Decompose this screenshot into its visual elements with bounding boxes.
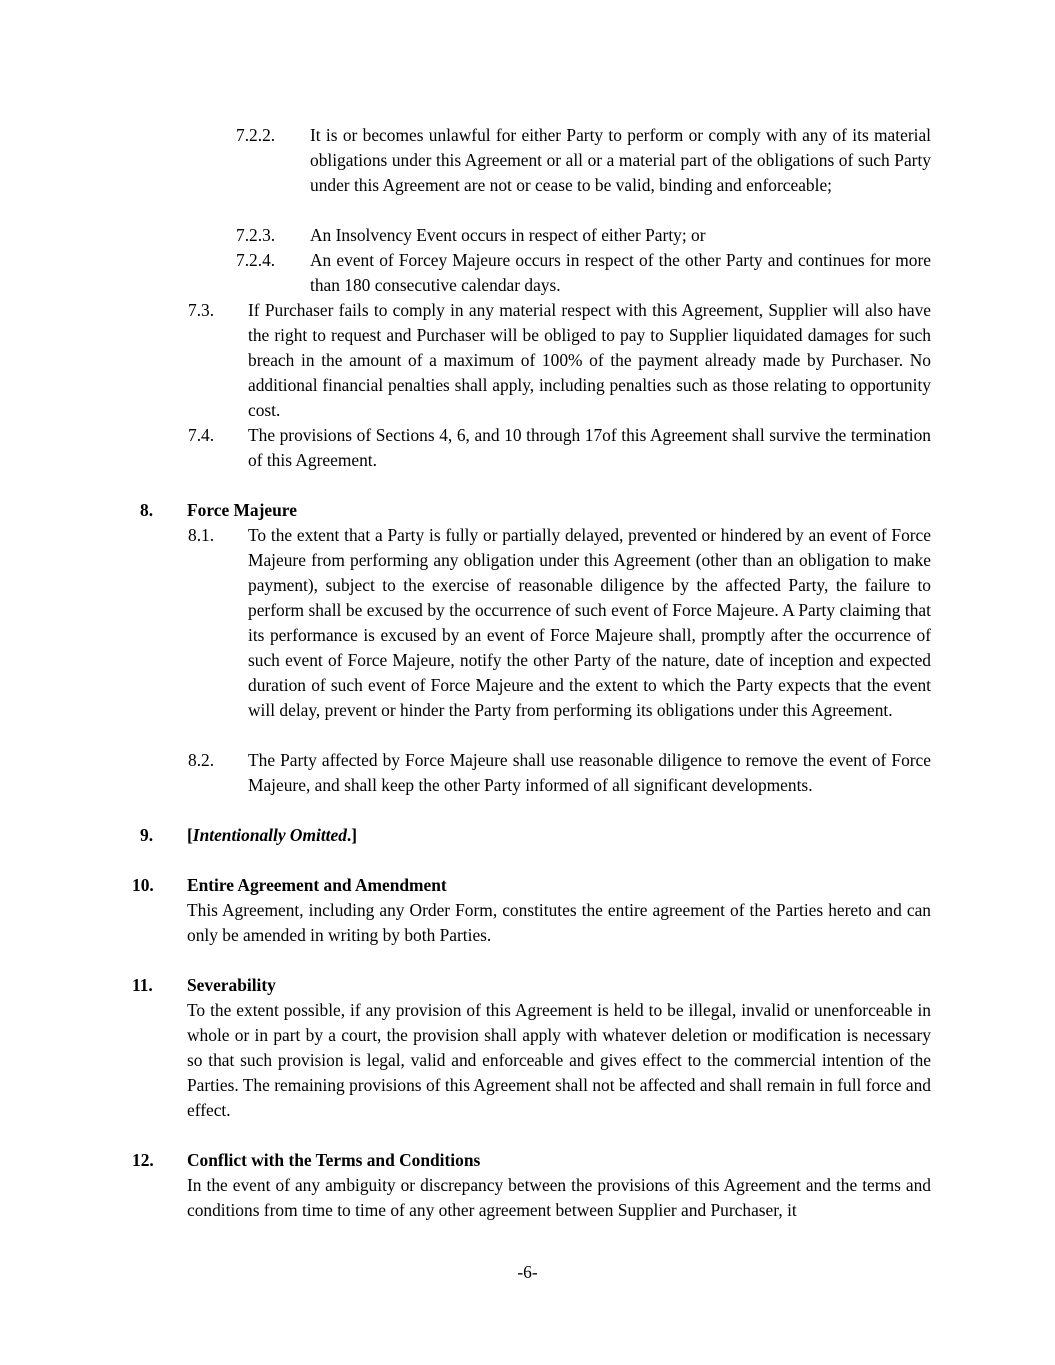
section-number: 12. — [132, 1150, 154, 1170]
section-11-body: To the extent possible, if any provision of this Agreement is held to be illegal, invalid or unenforceable in whole or in part by a court, the provision shall apply with whatever deletion or modification is necessary so that such provision is legal, valid and enforceable and gives effect to the commercial intention of the Parties. The remaining provisions of this Agreement shall not be affected and shall remain in full force and effect. — [187, 1000, 931, 1120]
clause-number: 7.3. — [188, 300, 215, 320]
clause-text: An event of Forcey Majeure occurs in respect of the other Party and continues for more than 180 consecutive calendar days. — [310, 250, 931, 295]
section-10-body: This Agreement, including any Order Form, constitutes the entire agreement of the Parties hereto and can only be amended in writing by both Parties. — [187, 900, 931, 945]
clause-number: 7.4. — [188, 425, 215, 445]
section-number: 9. — [140, 825, 154, 845]
clause-text: The Party affected by Force Majeure shall use reasonable diligence to remove the event of Force Majeure, and shall keep the other Party informed of all significant developments. — [248, 750, 931, 795]
section-title: Entire Agreement and Amendment — [187, 875, 447, 895]
clause-text: It is or becomes unlawful for either Party to perform or comply with any of its material obligations under this Agreement or all or a material part of the obligations of such Party under this Agreement are not or cease to be valid, binding and enforceable; — [310, 125, 931, 195]
section-12-body: In the event of any ambiguity or discrepancy between the provisions of this Agreement and the terms and conditions from time to time of any other agreement between Supplier and Purchaser, it — [187, 1175, 931, 1220]
clause-text: To the extent that a Party is fully or partially delayed, prevented or hindered by an event of Force Majeure from performing any obligation under this Agreement (other than an obligation to make payment), subject to the exercise of reasonable diligence by the affected Party, the failure to perform shall be excused by the occurrence of such event of Force Majeure. A Party claiming that its performance is excused by an event of Force Majeure shall, promptly after the occurrence of such event of Force Majeure, notify the other Party of the nature, date of inception and expected duration of such event of Force Majeure and the extent to which the Party expects that the event will delay, prevent or hinder the Party from performing its obligations under this Agreement. — [248, 525, 931, 720]
clause-number: 8.2. — [188, 750, 215, 770]
page-number: -6- — [517, 1262, 538, 1282]
clause-number: 8.1. — [188, 525, 215, 545]
bracket-close: .] — [346, 825, 358, 845]
clause-number: 7.2.4. — [236, 250, 276, 270]
clause-text: An Insolvency Event occurs in respect of either Party; or — [310, 225, 706, 245]
section-title: Conflict with the Terms and Conditions — [187, 1150, 481, 1170]
clause-text: If Purchaser fails to comply in any material respect with this Agreement, Supplier will also have the right to request and Purchaser will be obliged to pay to Supplier liquidated damages for such breach in the amount of a maximum of 100% of the payment already made by Purchaser. No additional financial penalties shall apply, including penalties such as those relating to opportunity cost. — [248, 300, 931, 420]
section-title: Severability — [187, 975, 276, 995]
section-number: 8. — [140, 500, 154, 520]
section-title: Force Majeure — [187, 500, 297, 520]
section-number: 10. — [132, 875, 154, 895]
bracket-open: [ — [187, 825, 193, 845]
section-number: 11. — [132, 975, 153, 995]
section-title-italic: Intentionally Omitted — [192, 825, 347, 845]
section-title — [187, 823, 931, 848]
clause-number: 7.2.2. — [236, 125, 276, 145]
clause-text: The provisions of Sections 4, 6, and 10 through 17of this Agreement shall survive the termination of this Agreement. — [248, 425, 931, 470]
clause-number: 7.2.3. — [236, 225, 276, 245]
